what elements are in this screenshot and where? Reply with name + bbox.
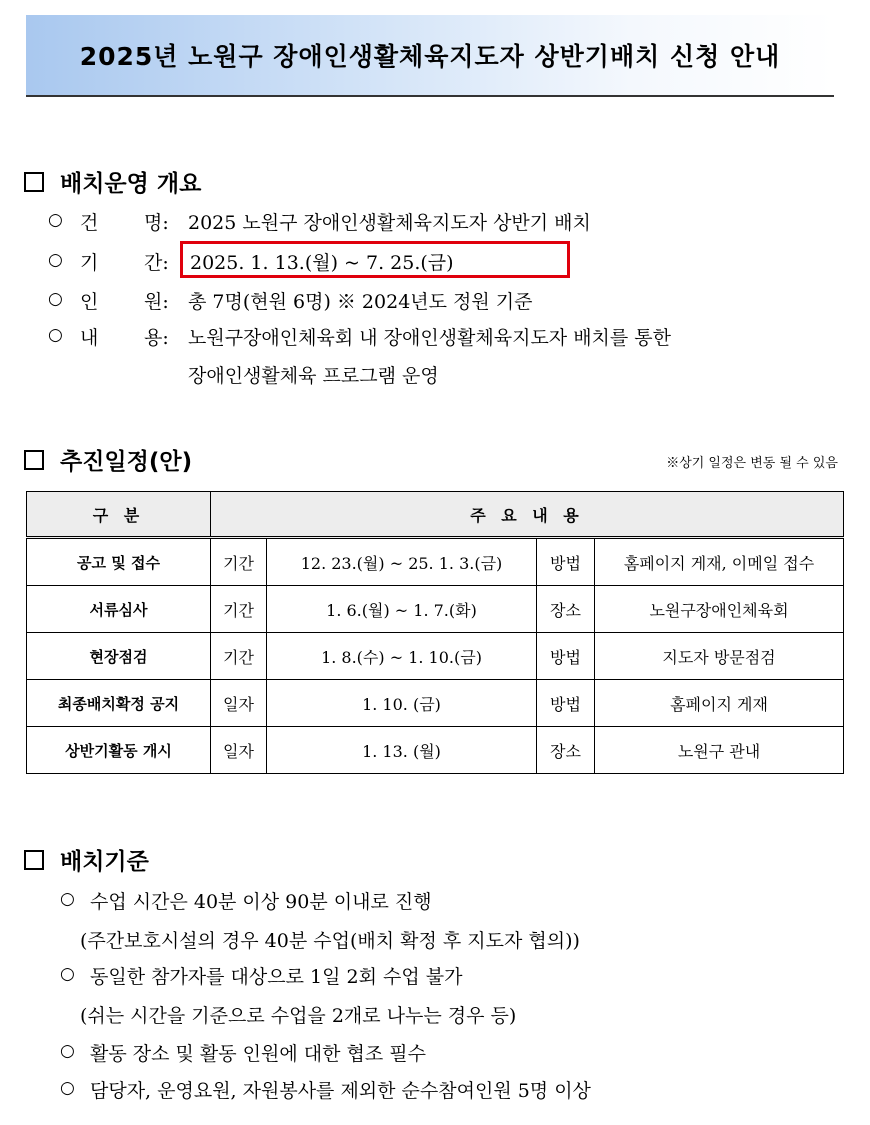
- item-label-start: 인: [80, 291, 99, 313]
- criteria-line: 동일한 참가자를 대상으로 1일 2회 수업 불가: [90, 966, 463, 988]
- row-value: 지도자 방문점검: [595, 633, 844, 680]
- item-label-end: 명:: [144, 212, 169, 234]
- row-key: 장소: [537, 586, 595, 633]
- criteria-line-note: (쉬는 시간을 기준으로 수업을 2개로 나누는 경우 등): [80, 1005, 517, 1027]
- header-category: 구 분: [27, 492, 211, 538]
- criteria-line: 수업 시간은 40분 이상 90분 이내로 진행: [90, 891, 432, 913]
- item-label-end: 원:: [144, 291, 169, 313]
- section-overview-heading: [24, 165, 201, 198]
- bullet-circle-icon: ○: [48, 289, 63, 309]
- criteria-line: 활동 장소 및 활동 인원에 대한 협조 필수: [90, 1043, 426, 1065]
- section-criteria-heading: [24, 843, 149, 876]
- section-heading-text: 배치기준: [60, 849, 149, 875]
- table-header-row: [27, 492, 844, 538]
- item-label-end: 간:: [144, 252, 169, 274]
- bullet-circle-icon: ○: [48, 250, 63, 270]
- item-value: 총 7명(현원 6명) ※ 2024년도 정원 기준: [188, 291, 533, 313]
- item-value: 2025. 1. 13.(월) ~ 7. 25.(금): [190, 252, 454, 274]
- item-label-start: 기: [80, 252, 99, 274]
- row-key: 방법: [537, 680, 595, 727]
- row-key: 기간: [211, 633, 267, 680]
- section-schedule-heading: [24, 443, 192, 476]
- item-value: 2025 노원구 장애인생활체육지도자 상반기 배치: [188, 212, 591, 234]
- table-row: [27, 680, 844, 727]
- item-value-continued: 장애인생활체육 프로그램 운영: [188, 365, 439, 387]
- row-key: 기간: [211, 538, 267, 586]
- row-value: 12. 23.(월) ~ 25. 1. 3.(금): [267, 538, 537, 586]
- row-value: 1. 6.(월) ~ 1. 7.(화): [267, 586, 537, 633]
- item-label-start: 내: [80, 327, 99, 349]
- table-row: [27, 586, 844, 633]
- row-category: 서류심사: [27, 586, 211, 633]
- section-heading-text: 추진일정(안): [60, 449, 193, 475]
- highlight-box: [180, 241, 570, 278]
- bullet-circle-icon: ○: [48, 325, 63, 345]
- bullet-circle-icon: ○: [48, 210, 63, 230]
- row-key: 일자: [211, 680, 267, 727]
- table-row: [27, 633, 844, 680]
- row-value: 1. 10. (금): [267, 680, 537, 727]
- checkbox-square-icon: [24, 850, 44, 870]
- row-category: 공고 및 접수: [27, 538, 211, 586]
- row-key: 방법: [537, 633, 595, 680]
- row-category: 최종배치확정 공지: [27, 680, 211, 727]
- criteria-line-note: (주간보호시설의 경우 40분 수업(배치 확정 후 지도자 협의)): [80, 930, 580, 952]
- row-value: 1. 8.(수) ~ 1. 10.(금): [267, 633, 537, 680]
- header-content: 주 요 내 용: [211, 492, 844, 538]
- bullet-circle-icon: ○: [60, 889, 75, 909]
- table-row: [27, 538, 844, 586]
- checkbox-square-icon: [24, 172, 44, 192]
- row-key: 기간: [211, 586, 267, 633]
- criteria-line: 담당자, 운영요원, 자원봉사를 제외한 순수참여인원 5명 이상: [90, 1080, 591, 1102]
- row-key: 장소: [537, 727, 595, 774]
- section-heading-text: 배치운영 개요: [60, 171, 202, 197]
- row-value: 노원구장애인체육회: [595, 586, 844, 633]
- schedule-table: [26, 491, 844, 774]
- row-value: 노원구 관내: [595, 727, 844, 774]
- bullet-circle-icon: ○: [60, 1041, 75, 1061]
- item-value: 노원구장애인체육회 내 장애인생활체육지도자 배치를 통한: [188, 327, 672, 349]
- table-row: [27, 727, 844, 774]
- item-label-start: 건: [80, 212, 99, 234]
- item-label-end: 용:: [144, 327, 169, 349]
- schedule-note: ※상기 일정은 변동 될 수 있음: [666, 456, 838, 471]
- page-title: 2025년 노원구 장애인생활체육지도자 상반기배치 신청 안내: [79, 42, 781, 71]
- checkbox-square-icon: [24, 450, 44, 470]
- row-value: 홈페이지 게재: [595, 680, 844, 727]
- row-value: 홈페이지 게재, 이메일 접수: [595, 538, 844, 586]
- row-key: 일자: [211, 727, 267, 774]
- bullet-circle-icon: ○: [60, 964, 75, 984]
- title-banner: [26, 15, 834, 97]
- row-category: 상반기활동 개시: [27, 727, 211, 774]
- bullet-circle-icon: ○: [60, 1078, 75, 1098]
- row-category: 현장점검: [27, 633, 211, 680]
- row-key: 방법: [537, 538, 595, 586]
- row-value: 1. 13. (월): [267, 727, 537, 774]
